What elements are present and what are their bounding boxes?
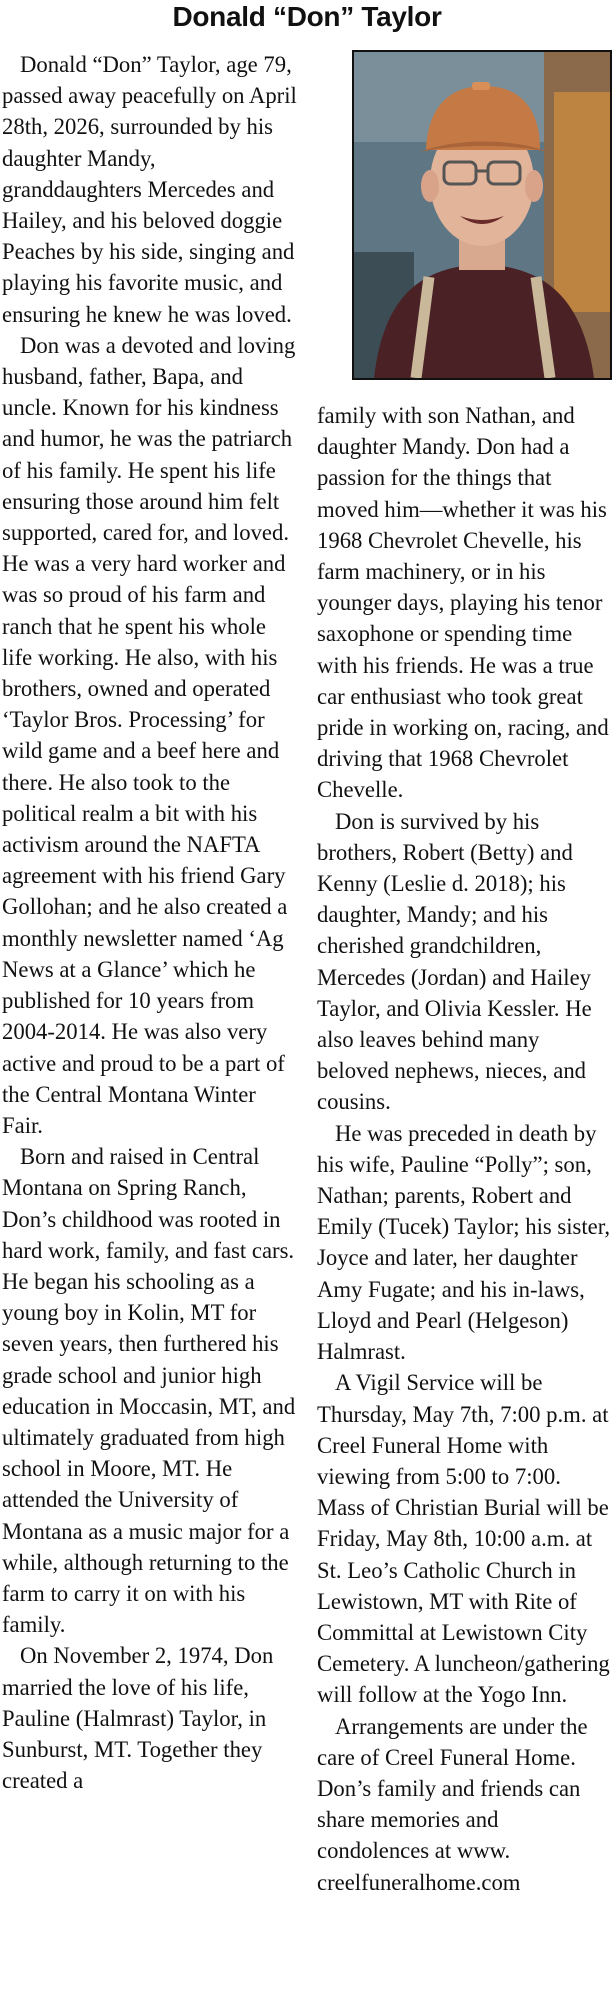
paragraph-character: Don was a devoted and loving husband, father, Bapa, and uncle. Known for his kindness and humor, he was the patriarch of his family. He spent his life ensuring those around him felt supported, cared for, and loved. He was a very hard worker and was so proud of his farm and ranch that he spent his whole life working. He also, with his brothers, owned and operated ‘Taylor Bros. Processing’ for wild game and a beef here and there. He also took to the political realm a bit with his activism around the NAFTA agreement with his friend Gary Gollohan; and he also created a monthly newsletter named ‘Ag News at a Glance’ which he published for 10 years from 2004-2014. He was also very active and proud to be a part of the Central Montana Winter Fair.	[2, 332, 296, 1138]
paragraph-marriage: On November 2, 1974, Don married the love of his life, Pauline (Halmrast) Taylor, in Sunburst, MT. Together they created a	[2, 1643, 274, 1794]
portrait-photo	[352, 50, 612, 380]
portrait-illustration	[354, 52, 610, 378]
paragraph-survivors: Don is survived by his brothers, Robert (Betty) and Kenny (Leslie d. 2018); his daughter, Mandy; and his cherished grandchildren, Mercedes (Jordan) and Hailey Taylor, and Olivia Kessler. He also leaves behind many beloved nephews, nieces, and cousins.	[317, 808, 592, 1115]
paragraph-preceded: He was preceded in death by his wife, Pauline “Polly”; son, Nathan; parents, Robert and Emily (Tucek) Taylor; his sister, Joyce and later, her daughter Amy Fugate; and his in-laws, Lloyd and Pearl (Helgeson) Halmrast.	[317, 1120, 611, 1365]
paragraph-intro: Donald “Don” Taylor, age 79, passed away peacefully on April 28th, 2026, surrounded by his daughter Mandy, granddaughters Mercedes and Hailey, and his beloved doggie Peaches by his side, singing and playing his favorite music, and ensuring he knew he was loved.	[2, 52, 297, 327]
left-column	[2, 49, 298, 1796]
right-column	[317, 400, 612, 1898]
obituary-title: Donald “Don” Taylor	[172, 1, 442, 32]
paragraph-arrangements: Arrangements are under the care of Creel Funeral Home. Don’s family and friends can share memories and condolences at www. creelfuneralhome.com	[317, 1713, 588, 1895]
paragraph-family-passions: family with son Nathan, and daughter Mandy. Don had a passion for the things that moved him—whether it was his 1968 Chevrolet Chevelle, his farm machinery, or in his younger days, playing his tenor saxophone or spending time with his friends. He was a true car enthusiast who took great pride in working on, racing, and driving that 1968 Chevrolet Chevelle.	[317, 403, 609, 803]
paragraph-early-life: Born and raised in Central Montana on Spring Ranch, Don’s childhood was rooted in hard work, family, and fast cars. He began his schooling as a young boy in Kolin, MT for seven years, then furthered his grade school and junior high education in Moccasin, MT, and ultimately graduated from high school in Moore, MT. He attended the University of Montana as a music major for a while, although returning to the farm to carry it on with his family.	[2, 1144, 296, 1638]
paragraph-services: A Vigil Service will be Thursday, May 7th, 7:00 p.m. at Creel Funeral Home with viewing from 5:00 to 7:00. Mass of Christian Burial will be Friday, May 8th, 10:00 a.m. at St. Leo’s Catholic Church in Lewistown, MT with Rite of Committal at Lewistown City Cemetery. A luncheon/gathering will follow at the Yogo Inn.	[317, 1370, 610, 1708]
